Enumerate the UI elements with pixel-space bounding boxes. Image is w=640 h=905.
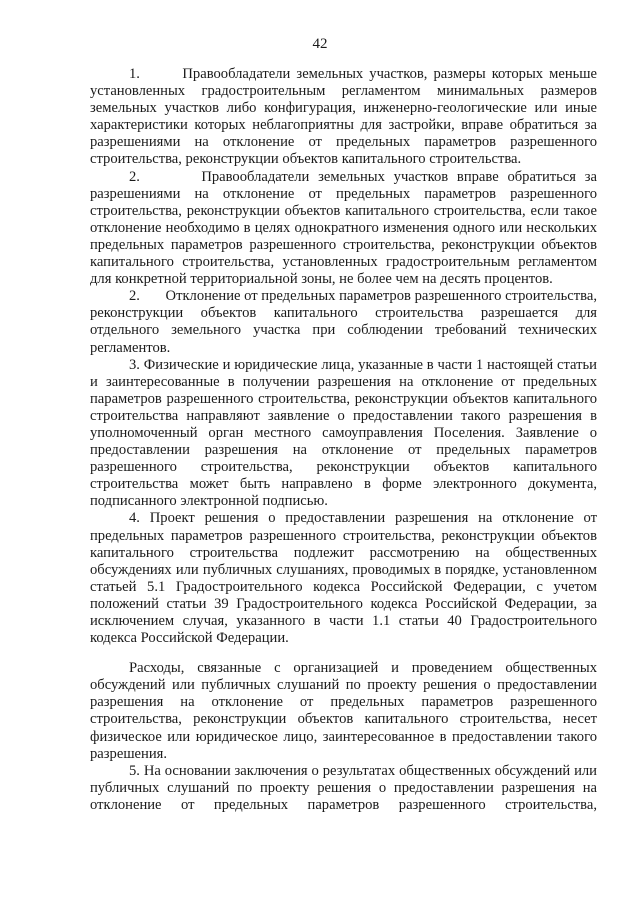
paragraph — [90, 288, 597, 356]
paragraph-text: 4. Проект решения о предоставлении разрешения на отклонение от предельных параметров разрешенного строительства, реконструкции объектов капитального строительства подлежит рассмотрению на общественных обсуждениях или публичных слушаниях, проводимых в порядке, установленном статьей 5.1 Градостроительного кодекса Российской Федерации, с учетом положений статьи 39 Градостроительного кодекса Российской Федерации, за исключением случая, указанного в части 1.1 статьи 40 Градостроительного кодекса Российской Федерации. — [90, 510, 597, 647]
paragraph — [90, 357, 597, 511]
paragraph-text: Правообладатели земельных участков вправе обратиться за разрешениями на отклонение от предельных параметров разрешенного строительства, реконструкции объектов капитального строительства, если такое отклонение необходимо в целях однократного изменения одного или нескольких предельных параметров разрешенного строительства, реконструкции объектов капитального строительства, установленных градостроительным регламентом для конкретной территориальной зоны, не более чем на десять процентов. — [90, 168, 598, 288]
page-number: 42 — [312, 36, 328, 52]
paragraph-text: 3. Физические и юридические лица, указанные в части 1 настоящей статьи и заинтересованные в получении разрешения на отклонение от предельных параметров разрешенного строительства, реконструкции объектов капитального строительства направляют заявление о предоставлении такого разрешения в уполномоченный орган местного самоуправления Поселения. Заявление о предоставлении разрешения на отклонение от предельных параметров разрешенного строительства, реконструкции объектов капитального строительства может быть направлено в форме электронного документа, подписанного электронной подписью. — [90, 356, 597, 510]
paragraph-number: 1. — [129, 66, 183, 82]
paragraph-text: Расходы, связанные с организацией и проведением общественных обсуждений или публичных слушаний по проекту решения о предоставлении разрешения на отклонение от предельных параметров разрешенного строительства, реконструкции объектов капитального строительства, несет физическое или юридическое лицо, заинтересованное в предоставлении такого разрешения. — [90, 660, 597, 762]
paragraph — [90, 763, 597, 814]
document-body — [90, 66, 597, 814]
paragraph-text: Отклонение от предельных параметров разрешенного строительства, реконструкции объектов капитального строительства разрешается для отдельного земельного участка при соблюдении требований технических регламентов. — [90, 288, 597, 356]
paragraph-number: 2. — [129, 288, 166, 305]
paragraph-text: Правообладатели земельных участков, размеры которых меньше установленных градостроительным регламентом минимальных размеров земельных участков либо конфигурация, инженерно-геологические или иные характеристики которых неблагоприятны для застройки, вправе обратиться за разрешениями на отклонение от предельных параметров разрешенного строительства, реконструкции объектов капитального строительства. — [90, 66, 597, 168]
paragraph — [90, 169, 597, 289]
paragraph — [90, 660, 597, 763]
paragraph-number: 2. — [129, 168, 202, 185]
paragraph — [90, 510, 597, 647]
paragraph — [90, 66, 597, 169]
paragraph-text: 5. На основании заключения о результатах общественных обсуждений или публичных слушаний по проекту решения о предоставлении разрешения на отклонение от предельных параметров разрешенного строительства, — [90, 762, 597, 813]
